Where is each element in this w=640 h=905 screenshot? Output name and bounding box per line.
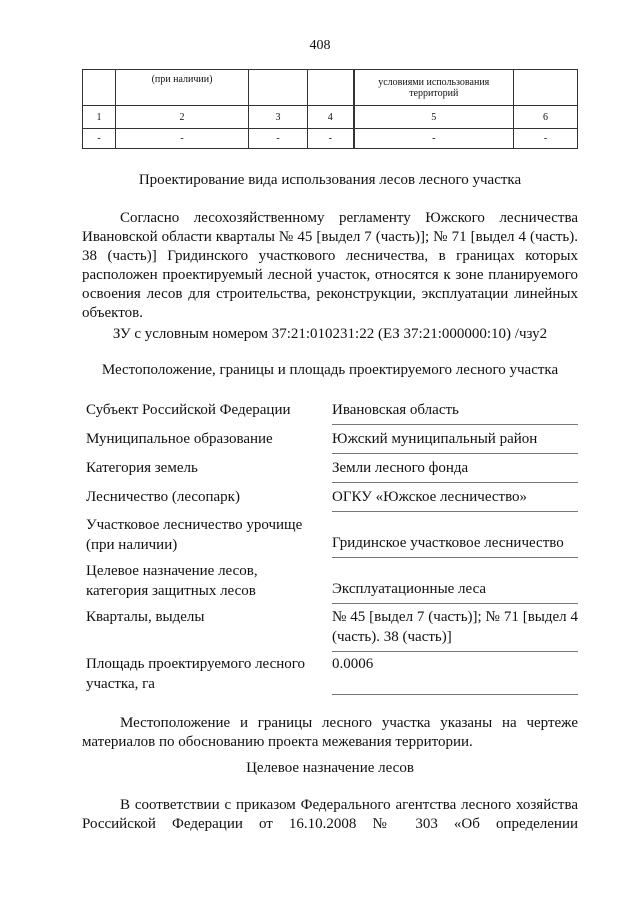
page-number: 408 <box>309 38 331 53</box>
top-table <box>82 69 578 149</box>
info-value: Гридинское участковое лесничество <box>332 533 578 558</box>
table-cell: - <box>83 129 116 149</box>
info-value: 0.0006 <box>332 654 578 695</box>
table-cell <box>83 70 116 106</box>
table-cell: 5 <box>354 106 514 129</box>
table-number-row <box>83 106 578 129</box>
paragraph: Местоположение и границы лесного участка указаны на чертеже материалов по обоснованию проекта межевания территории. <box>82 715 578 750</box>
table-cell <box>249 70 308 106</box>
info-value: ОГКУ «Южское лесничество» <box>332 487 578 512</box>
info-label: Кварталы, выделы <box>86 609 205 625</box>
info-value: Ивановская область <box>332 400 578 425</box>
table-data-row <box>83 129 578 149</box>
table-cell: 1 <box>83 106 116 129</box>
info-value: Южский муниципальный район <box>332 429 578 454</box>
table-cell <box>308 70 354 106</box>
table-cell: (при наличии) <box>116 70 249 106</box>
info-value: № 45 [выдел 7 (часть)]; № 71 [выдел 4 (часть). 38 (часть)] <box>332 607 578 652</box>
info-label: Лесничество (лесопарк) <box>86 489 240 505</box>
info-label: Площадь проектируемого лесного участка, га <box>86 656 306 692</box>
info-label: Категория земель <box>86 460 198 476</box>
table-cell: 2 <box>116 106 249 129</box>
table-cell <box>514 70 578 106</box>
info-value: Эксплуатационные леса <box>332 579 578 604</box>
table-cell: - <box>514 129 578 149</box>
info-value: Земли лесного фонда <box>332 458 578 483</box>
table-cell: условиями использования территорий <box>354 70 514 106</box>
table-cell: 3 <box>249 106 308 129</box>
info-label: Участковое лесничество урочище (при наличии) <box>86 517 303 553</box>
table-header-row <box>83 70 578 106</box>
table-cell: 4 <box>308 106 354 129</box>
section-heading: Целевое назначение лесов <box>246 760 414 776</box>
section-heading: Проектирование вида использования лесов лесного участка <box>138 172 522 188</box>
info-label: Целевое назначение лесов, категория защитных лесов <box>86 563 258 599</box>
table-cell: - <box>308 129 354 149</box>
info-label: Субъект Российской Федерации <box>86 402 291 418</box>
zu-line: ЗУ с условным номером 37:21:010231:22 (ЕЗ 37:21:000000:10) /чзу2 <box>112 326 548 342</box>
section-heading: Местоположение, границы и площадь проектируемого лесного участка <box>101 362 559 378</box>
paragraph: Согласно лесохозяйственному регламенту Южского лесничества Ивановской области кварталы № 45 [выдел 7 (часть)]; № 71 [выдел 4 (часть). 38 (часть)] Гридинского участкового лесничества, в границах которых расположен проектируемый лесной участок, относятся к зоне планируемого освоения лесов для строительства, реконструкции, эксплуатации линейных объектов. <box>82 210 578 321</box>
paragraph: В соответствии с приказом Федерального агентства лесного хозяйства Российской Федерации от 16.10.2008 № 303 «Об определении <box>82 797 578 832</box>
table-cell: 6 <box>514 106 578 129</box>
table-cell: - <box>249 129 308 149</box>
table-cell: - <box>354 129 514 149</box>
info-label: Муниципальное образование <box>86 431 273 447</box>
table-cell: - <box>116 129 249 149</box>
